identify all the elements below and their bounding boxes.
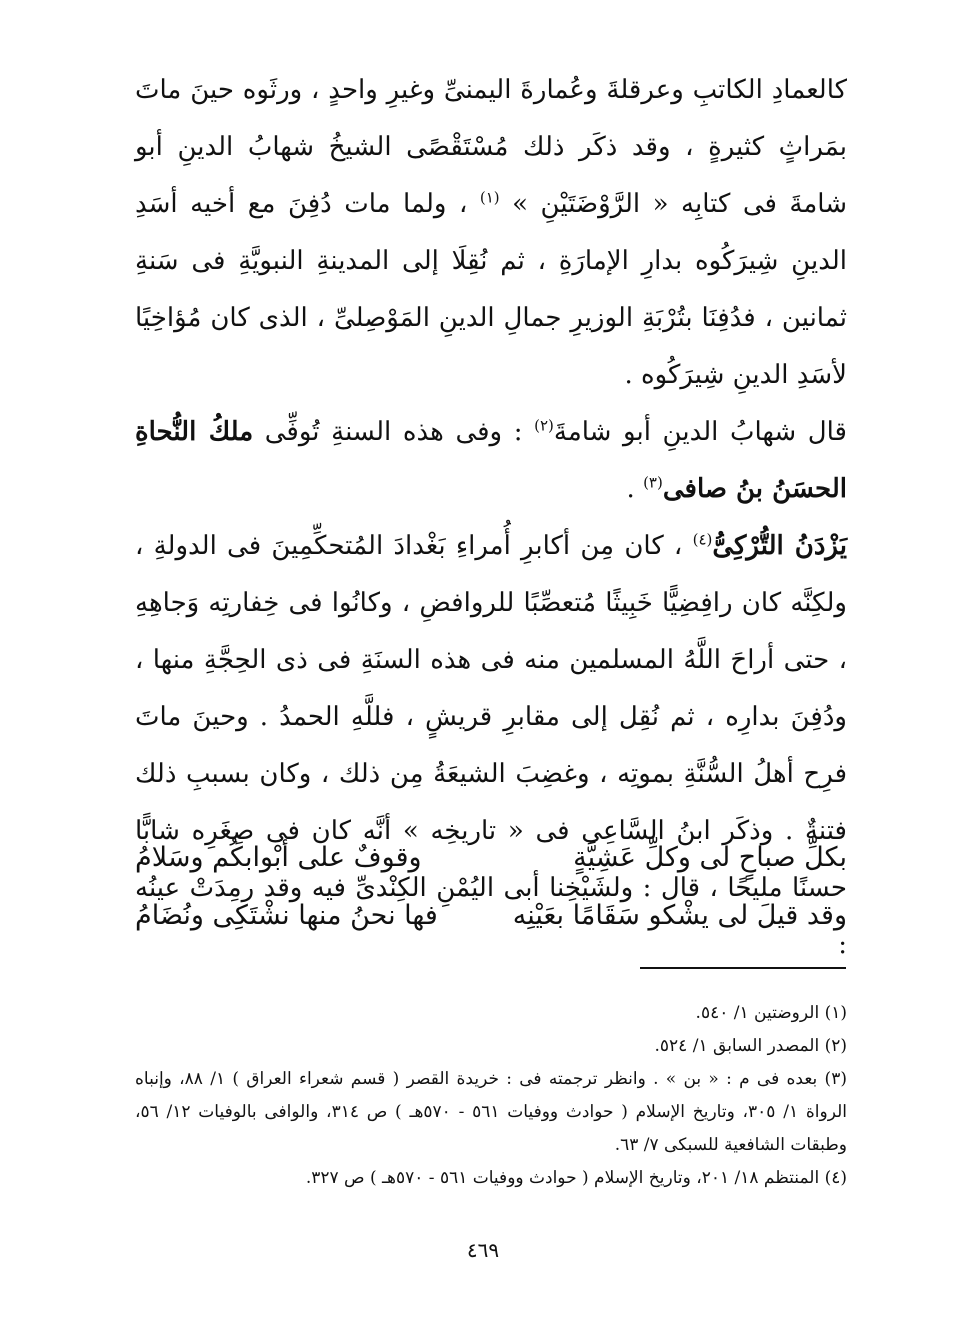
paragraph-1-continuation: ، ولما مات دُفِنَ مع أخيه أسَدِ الدينِ شِيرَكُوه بدارِ الإمارَةِ ، ثم نُقِلَا إلى المدينةِ النبويَّةِ فى سَنةِ ثمانين ، فدُفِنَا بتُرْبَةِ الوزيرِ جمالِ الدينِ المَوْصِلىِّ ، الذى كان مُؤاخِيًا لأسَدِ الدينِ شِيرَكُوه . [135, 189, 847, 390]
entry-name-ibn-safi: ملكُ النُّحاةِ الحسَنُ بنُ صافى [135, 417, 847, 504]
poem [135, 828, 847, 944]
paragraph-3-text: ، كان مِن أكابرِ أُمراءِ بَغْدادَ المُتحكِّمِينَ فى الدولةِ ، ولكِنَّه كان رافِضِيًّا خَبِيثًا مُتعصِّبًا للروافضِ ، وكانُوا فى خِفارتِه وَجاهِهِ ، حتى أراحَ اللَّهُ المسلمين منه فى هذه السنَةِ فى ذى الحِجَّةِ منها ، ودُفِنَ بدارِه ، ثم نُقِل إلى مقابرِ قريشٍ ، فللَّهِ الحمدُ . وحينَ ماتَ فرِح أهلُ السُّنَّةِ بموتِه ، وغضِبَ الشيعَةُ مِن ذلك ، وكان بسببِ ذلك فتنةٌ . وذكَر ابنُ السَّاعِى فى « تاريخِه » أنَّه كان فى صِغَرِه شابًّا حسنًا مليحًا ، قال : ولشَيْخِنا أبى اليُمْنِ الكِنْدىِّ فيه وقد رمِدَتْ عينُه : [135, 531, 847, 960]
verse-second-hemistich: فها نحنُ منها نشْتَكِى ونُضَامُ [135, 899, 438, 931]
footnote: (١) الروضتين ١/ ٥٤٠. [695, 1003, 847, 1023]
footnote: (٤) المنتظم ١٨/ ٢٠١، وتاريخ الإسلام ( حوادث ووفيات ٥٦١ - ٥٧٠هـ ) ص ٣٢٧. [305, 1168, 847, 1188]
verse-second-hemistich: وقوفٌ على أبْوابكُم وسَلامُ [135, 841, 422, 873]
paragraph-1 [135, 62, 847, 404]
footnote: (٣) بعده فى م : « بن » . وانظر ترجمته فى : خريدة القصر ( قسم شعراء العراق ) ١/ ٨٨، وإنباه الرواة ١/ ٣٠٥، وتاريخ الإسلام ( حوادث ووفيات ٥٦١ - ٥٧٠هـ ) ص ٣١٤، والوافى بالوفيات ١٢/ ٥٦، وطبقات الشافعية للسبكى ٧/ ٦٣. [135, 1069, 847, 1155]
footnotes [135, 997, 847, 1195]
entry-name-yazdan: يَزْدَنُ التُّرْكِىُّ [712, 531, 848, 561]
paragraph-1-text: كالعمادِ الكاتبِ وعرقلةَ وعُمارةَ اليمنىِّ وغيرِ واحدٍ ، ورثَوه حينَ ماتَ بمَراثٍ كثيرةٍ ، وقد ذكَر ذلك مُسْتَقْصًى الشيخُ شهابُ الدينِ أبو شامةَ فى كتابِه « الرَّوْضَتَيْنِ » [135, 75, 848, 219]
paragraph-2-end: . [626, 474, 635, 504]
verse-line [135, 828, 847, 886]
verse-first-hemistich: بكلِّ صباحٍ لى وكلِّ عَشِيَّةٍ [573, 841, 847, 873]
paragraph-2-text: : وفى هذه السنةِ تُوفِّى [264, 417, 523, 447]
verse-line [135, 886, 847, 944]
page-number: ٤٦٩ [466, 1238, 500, 1262]
paragraph-2-intro: قال شهابُ الدينِ أبو شامةَ [553, 417, 847, 447]
footnote-ref-4[interactable]: (٤) [692, 530, 713, 549]
verse-first-hemistich: وقد قيلَ لى يشْكو سَقَامًا بعَيْنِه [512, 899, 847, 931]
footnote: (٢) المصدر السابق ١/ ٥٢٤. [654, 1036, 847, 1056]
footnote-ref-2[interactable]: (٢) [534, 416, 554, 435]
paragraph-2 [135, 404, 847, 518]
footnote-ref-1[interactable]: (١) [479, 188, 500, 207]
footnote-ref-3[interactable]: (٣) [643, 473, 663, 492]
footnote-divider [640, 967, 846, 969]
